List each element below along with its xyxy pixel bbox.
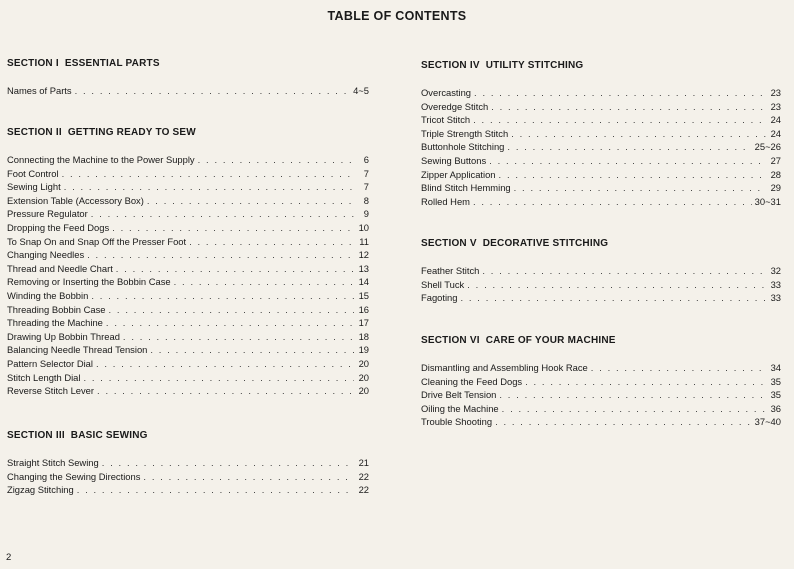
toc-entry-title: Extension Table (Accessory Box) <box>7 194 144 206</box>
dot-leader <box>112 221 354 235</box>
toc-entry <box>421 402 781 416</box>
section-label: SECTION <box>421 335 467 346</box>
toc-entry-title: Overcasting <box>421 87 472 98</box>
toc-entry-title: Trouble Shooting <box>421 416 493 428</box>
toc-entry-title: Foot Control <box>7 167 59 179</box>
toc-section-3 <box>7 429 369 497</box>
dot-leader <box>489 154 766 168</box>
toc-entry-list <box>7 84 369 98</box>
toc-entry <box>7 194 369 208</box>
section-label: SECTION <box>7 127 53 138</box>
toc-entry-page: 36 <box>770 402 781 414</box>
dot-leader <box>96 357 354 371</box>
toc-entry-page: 6 <box>363 154 369 165</box>
toc-entry-page: 18 <box>358 330 369 342</box>
toc-entry-title: Buttonhole Stitching <box>421 141 505 153</box>
toc-entry-title: Tricot Stitch <box>421 114 471 126</box>
dot-leader <box>511 127 766 141</box>
toc-entry-page: 8 <box>363 194 369 206</box>
section-numeral: V <box>469 238 477 249</box>
toc-entry-page: 29 <box>770 182 781 194</box>
toc-entry-title: Feather Stitch <box>421 265 480 276</box>
toc-entry-title: Connecting the Machine to the Power Supply <box>7 154 195 165</box>
toc-entry-title: Rolled Hem <box>421 195 470 207</box>
dot-leader <box>514 181 766 195</box>
page-title: TABLE OF CONTENTS <box>327 9 467 23</box>
toc-entry-page: 7 <box>363 167 369 179</box>
toc-entry <box>7 330 369 344</box>
dot-leader <box>64 180 354 194</box>
toc-section-6 <box>421 334 781 429</box>
toc-entry <box>7 180 369 194</box>
dot-leader <box>106 316 354 330</box>
dot-leader <box>198 153 354 167</box>
dot-leader <box>591 361 766 375</box>
toc-entry <box>7 153 369 167</box>
section-numeral: II <box>55 127 62 138</box>
toc-entry-page: 20 <box>358 385 369 397</box>
section-numeral: I <box>55 58 59 69</box>
toc-entry <box>421 154 781 168</box>
toc-entry-page: 16 <box>358 303 369 315</box>
toc-entry-title: Stitch Length Dial <box>7 371 81 383</box>
toc-entry-title: Removing or Inserting the Bobbin Case <box>7 276 171 288</box>
toc-entry-title: Sewing Light <box>7 181 61 193</box>
section-heading <box>7 429 369 443</box>
dot-leader <box>174 275 354 289</box>
toc-entry <box>421 195 781 209</box>
toc-entry <box>7 483 369 497</box>
section-heading <box>7 126 369 140</box>
toc-entry-title: Overedge Stitch <box>421 100 489 112</box>
toc-entry-page: 33 <box>770 292 781 304</box>
toc-entry-title: Changing Needles <box>7 249 85 261</box>
dot-leader <box>482 264 766 278</box>
section-numeral: VI <box>469 335 480 346</box>
section-heading <box>421 237 781 251</box>
dot-leader <box>62 167 354 181</box>
dot-leader <box>499 168 766 182</box>
toc-section-2 <box>7 126 369 398</box>
section-name: UTILITY STITCHING <box>485 60 584 71</box>
toc-entry-page: 35 <box>770 375 781 387</box>
toc-entry-page: 35 <box>770 389 781 401</box>
toc-entry <box>7 384 369 398</box>
toc-entry <box>7 248 369 262</box>
dot-leader <box>189 235 354 249</box>
dot-leader <box>75 84 350 98</box>
dot-leader <box>116 262 354 276</box>
toc-entry-page: 23 <box>770 100 781 112</box>
toc-section-4 <box>421 59 781 208</box>
dot-leader <box>495 415 752 429</box>
toc-entry-list <box>421 361 781 429</box>
toc-entry-page: 24 <box>770 127 781 139</box>
toc-entry <box>421 388 781 402</box>
toc-entry <box>7 316 369 330</box>
section-heading <box>421 59 781 73</box>
toc-section-5 <box>421 237 781 305</box>
toc-section-1 <box>7 57 369 98</box>
section-label: SECTION <box>421 60 467 71</box>
toc-entry-page: 19 <box>358 344 369 356</box>
dot-leader <box>123 330 354 344</box>
dot-leader <box>102 456 354 470</box>
toc-entry-page: 34 <box>770 362 781 373</box>
toc-entry-page: 27 <box>770 154 781 166</box>
section-name: CARE OF YOUR MACHINE <box>485 335 616 346</box>
page-number: 2 <box>6 552 12 563</box>
toc-entry-title: Sewing Buttons <box>421 154 487 166</box>
toc-entry <box>7 456 369 470</box>
toc-entry-page: 20 <box>358 371 369 383</box>
dot-leader <box>97 384 354 398</box>
dot-leader <box>473 195 752 209</box>
toc-entry-title: Cleaning the Feed Dogs <box>421 375 523 387</box>
section-label: SECTION <box>7 430 53 441</box>
toc-entry-title: Zigzag Stitching <box>7 484 74 496</box>
toc-entry-title: Reverse Stitch Lever <box>7 385 95 397</box>
toc-entry <box>421 181 781 195</box>
toc-entry-title: Changing the Sewing Directions <box>7 470 141 482</box>
toc-entry-title: Threading Bobbin Case <box>7 303 106 315</box>
section-label: SECTION <box>421 238 467 249</box>
toc-entry-title: Dismantling and Assembling Hook Race <box>421 362 588 373</box>
toc-entry-title: Fagoting <box>421 292 458 304</box>
dot-leader <box>473 113 766 127</box>
toc-entry-title: Oiling the Machine <box>421 402 499 414</box>
dot-leader <box>467 278 766 292</box>
toc-entry <box>7 357 369 371</box>
toc-entry-page: 28 <box>770 168 781 180</box>
toc-entry-title: Drive Belt Tension <box>421 389 497 401</box>
toc-entry-page: 37~40 <box>754 416 781 428</box>
toc-entry <box>421 375 781 389</box>
toc-entry-title: Thread and Needle Chart <box>7 262 113 274</box>
toc-entry <box>7 262 369 276</box>
dot-leader <box>150 343 354 357</box>
dot-leader <box>143 470 354 484</box>
toc-entry-title: Pattern Selector Dial <box>7 357 93 369</box>
toc-entry-page: 22 <box>358 470 369 482</box>
toc-entry <box>7 235 369 249</box>
toc-entry-page: 24 <box>770 114 781 126</box>
toc-entry-page: 30~31 <box>754 195 781 207</box>
dot-leader <box>474 86 766 100</box>
toc-entry-page: 14 <box>358 276 369 288</box>
toc-entry-title: Names of Parts <box>7 85 72 96</box>
toc-entry <box>421 278 781 292</box>
toc-entry <box>7 221 369 235</box>
toc-entry-title: Drawing Up Bobbin Thread <box>7 330 120 342</box>
toc-entry <box>421 113 781 127</box>
toc-entry-title: Winding the Bobbin <box>7 289 89 301</box>
dot-leader <box>147 194 354 208</box>
section-name: BASIC SEWING <box>70 430 148 441</box>
toc-entry-title: Triple Strength Stitch <box>421 127 509 139</box>
dot-leader <box>460 291 766 305</box>
toc-entry <box>7 303 369 317</box>
toc-entry <box>421 127 781 141</box>
toc-entry <box>7 289 369 303</box>
dot-leader <box>499 388 766 402</box>
section-name: ESSENTIAL PARTS <box>64 58 160 69</box>
toc-entry-title: Shell Tuck <box>421 278 465 290</box>
toc-entry-list <box>421 264 781 305</box>
toc-entry-list <box>7 153 369 398</box>
toc-entry <box>421 291 781 305</box>
toc-entry-page: 22 <box>358 484 369 496</box>
toc-entry-title: Threading the Machine <box>7 317 103 329</box>
toc-entry-page: 13 <box>358 262 369 274</box>
toc-entry-page: 7 <box>363 181 369 193</box>
toc-entry-page: 11 <box>359 235 369 247</box>
toc-entry-page: 25~26 <box>754 141 781 153</box>
dot-leader <box>91 289 354 303</box>
toc-entry-page: 21 <box>358 457 369 468</box>
toc-entry-title: Straight Stitch Sewing <box>7 457 99 468</box>
dot-leader <box>83 371 354 385</box>
toc-entry-page: 4~5 <box>353 85 369 96</box>
dot-leader <box>91 207 354 221</box>
section-heading <box>7 57 369 71</box>
toc-entry <box>421 168 781 182</box>
section-numeral: III <box>55 430 65 441</box>
toc-entry <box>7 167 369 181</box>
section-numeral: IV <box>469 60 480 71</box>
dot-leader <box>502 402 766 416</box>
toc-entry-page: 20 <box>358 357 369 369</box>
toc-entry <box>7 470 369 484</box>
toc-entry-page: 32 <box>770 265 781 276</box>
dot-leader <box>491 100 766 114</box>
toc-entry <box>7 84 369 98</box>
toc-entry-page: 15 <box>358 289 369 301</box>
toc-entry-title: Dropping the Feed Dogs <box>7 221 110 233</box>
toc-entry-title: Balancing Needle Thread Tension <box>7 344 148 356</box>
section-heading <box>421 334 781 348</box>
dot-leader <box>525 375 766 389</box>
toc-entry <box>421 415 781 429</box>
toc-entry <box>421 140 781 154</box>
toc-entry <box>7 207 369 221</box>
toc-entry <box>7 275 369 289</box>
toc-entry-page: 33 <box>770 278 781 290</box>
toc-entry-title: Zipper Application <box>421 168 496 180</box>
toc-entry <box>7 343 369 357</box>
toc-entry-title: Pressure Regulator <box>7 208 88 220</box>
toc-entry <box>421 100 781 114</box>
toc-entry-page: 23 <box>770 87 781 98</box>
toc-entry <box>421 264 781 278</box>
section-name: DECORATIVE STITCHING <box>482 238 609 249</box>
toc-entry-page: 9 <box>363 208 369 220</box>
section-label: SECTION <box>7 58 53 69</box>
section-name: GETTING READY TO SEW <box>67 127 196 138</box>
toc-entry <box>7 371 369 385</box>
dot-leader <box>77 483 354 497</box>
dot-leader <box>507 140 751 154</box>
toc-entry-list <box>7 456 369 497</box>
toc-entry-page: 12 <box>358 249 369 261</box>
toc-entry-page: 10 <box>358 221 369 233</box>
toc-entry-title: To Snap On and Snap Off the Presser Foot <box>7 235 187 247</box>
dot-leader <box>109 303 354 317</box>
toc-entry <box>421 361 781 375</box>
toc-entry-page: 17 <box>358 317 369 329</box>
toc-entry-list <box>421 86 781 208</box>
dot-leader <box>87 248 354 262</box>
toc-entry <box>421 86 781 100</box>
toc-entry-title: Blind Stitch Hemming <box>421 182 511 194</box>
